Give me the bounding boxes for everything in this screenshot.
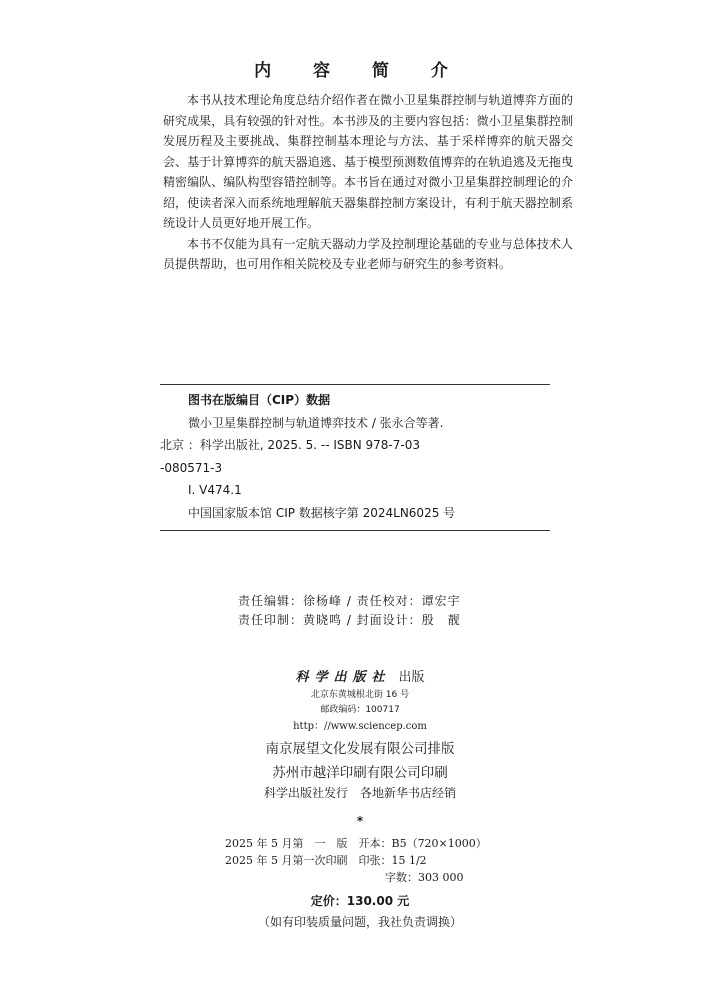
distribution-line: 科学出版社发行 各地新华书店经销 bbox=[263, 786, 456, 800]
typesetter-line: 南京展望文化发展有限公司排版 bbox=[265, 741, 455, 757]
credits-editors: 责任编辑：徐杨峰 / 责任校对：谭宏宇 bbox=[238, 594, 461, 608]
publisher-url: http：//www.sciencep.com bbox=[293, 721, 427, 732]
summary-section bbox=[163, 90, 573, 275]
publish-label: 出版 bbox=[398, 670, 425, 685]
cip-isbn-line: -080571-3 bbox=[160, 460, 223, 475]
cip-publisher-line: 北京 ：科学出版社, 2025. 5. -- ISBN 978-7-03 bbox=[160, 438, 420, 452]
separator-star: * bbox=[356, 814, 364, 828]
credits-block bbox=[238, 592, 538, 630]
page-title: 内 容 简 介 bbox=[254, 61, 466, 81]
cip-title-line: 微小卫星集群控制与轨道博弈技术 / 张永合等著. bbox=[188, 415, 444, 430]
cip-classification: Ⅰ. V474.1 bbox=[188, 483, 242, 497]
cip-heading: 图书在版编目（CIP）数据 bbox=[188, 393, 331, 407]
printing-line: 2025 年 5 月第一次印刷 印张：15 1/2 bbox=[225, 854, 427, 867]
cip-record-number: 中国国家版本馆 CIP 数据核字第 2024LN6025 号 bbox=[188, 505, 456, 520]
credits-production: 责任印制：黄晓鸣 / 封面设计：殷 靓 bbox=[238, 613, 461, 627]
word-count: 字数：303 000 bbox=[385, 871, 464, 884]
quality-note: （如有印装质量问题，我社负责调换） bbox=[257, 915, 462, 929]
printer-line: 苏州市越洋印刷有限公司印刷 bbox=[272, 765, 448, 781]
edition-line: 2025 年 5 月第 一 版 开本：B5（720×1000） bbox=[225, 837, 487, 850]
cip-data-block bbox=[160, 384, 550, 531]
price-line: 定价：130.00 元 bbox=[310, 894, 410, 908]
summary-paragraph: 本书从技术理论角度总结介绍作者在微小卫星集群控制与轨道博弈方面的研究成果，具有较强的针对性。本书涉及的主要内容包括：微小卫星集群控制发展历程及主要挑战、集群控制基本理论与方法、基于采样博弈的航天器交会、基于计算博弈的航天器追逃、基于模型预测数值博弈的在轨追逃及无拖曳精密编队、编队构型容错控制等。本书旨在通过对微小卫星集群控制理论的介绍，使读者深入而系统地理解航天器集群控制方案设计，有利于航天器控制系统设计人员更好地开展工作。 bbox=[163, 93, 573, 230]
publisher-line bbox=[0, 668, 720, 688]
publisher-address: 北京东黄城根北街 16 号 bbox=[310, 690, 410, 700]
summary-paragraph: 本书不仅能为具有一定航天器动力学及控制理论基础的专业与总体技术人员提供帮助，也可用作相关院校及专业老师与研究生的参考资料。 bbox=[163, 236, 573, 271]
colophon-block bbox=[0, 668, 720, 932]
publication-info bbox=[225, 835, 495, 886]
publisher-logo-text: 科学出版社 bbox=[295, 670, 391, 685]
publisher-postcode: 邮政编码：100717 bbox=[320, 705, 400, 715]
